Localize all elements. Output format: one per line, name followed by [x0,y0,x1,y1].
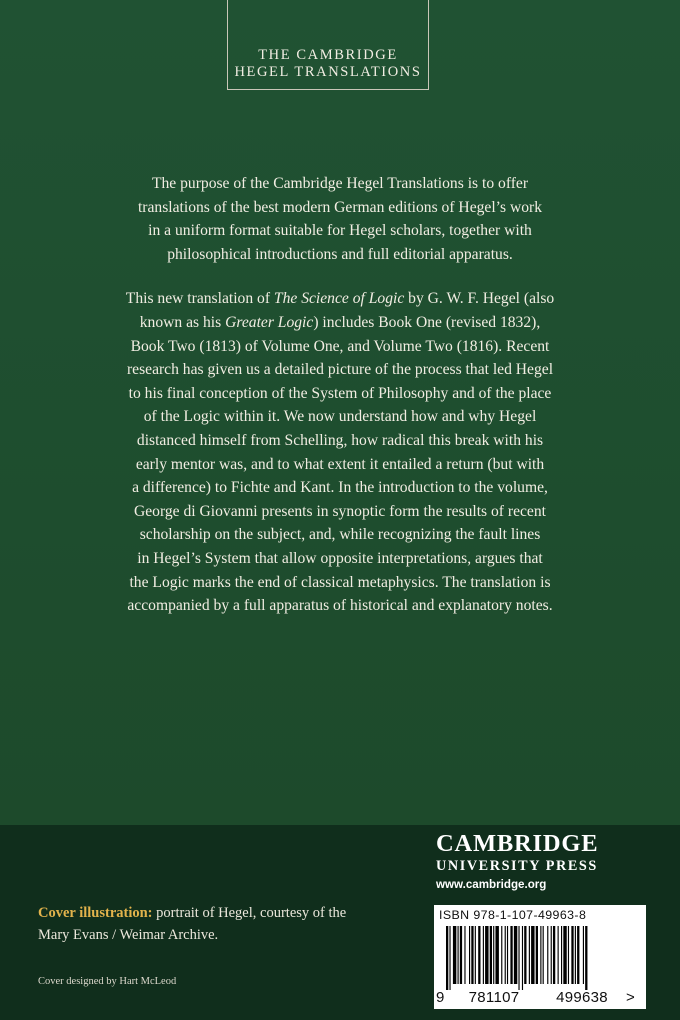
blurb-line [96,311,584,335]
barcode-bar [464,926,465,984]
alt-title-italic: Greater Logic [225,313,314,331]
publisher-press: UNIVERSITY PRESS [436,858,598,874]
publisher-logo [436,830,611,893]
blurb-line: research has given us a detailed picture of the process that led Hegel [126,361,554,379]
blurb-paragraph-1 [96,172,584,266]
barcode-bar [505,926,506,984]
credit-text: portrait of Hegel, courtesy of the [152,905,347,921]
barcode-bar [490,926,492,984]
blurb-text [96,172,584,618]
publisher-url: www.cambridge.org [436,878,547,891]
barcode-bar [469,926,470,984]
isbn-text: ISBN 978-1-107-49963-8 [439,908,587,922]
blurb-text-run: ) includes Book One (revised 1832), [313,313,541,331]
barcode-bar [478,926,480,984]
bottom-band [0,825,680,1020]
barcode-bar [536,926,538,984]
cover-illustration-credit [38,903,346,946]
barcode-bar [493,926,494,984]
barcode-bar [575,926,576,984]
barcode-bar [485,926,488,984]
barcode-digits-right: 499638 [556,989,608,1006]
barcode-digit-lead: 9 [436,989,445,1006]
blurb-line: Book Two (1813) of Volume One, and Volume Two (1816). Recent [130,337,550,355]
barcode-bar [585,926,587,990]
blurb-line: George di Giovanni presents in synoptic form the results of recent [134,502,546,520]
publisher-name: CAMBRIDGE [436,830,599,857]
blurb-text-run: known as his [139,313,226,331]
barcode-bar [483,926,484,984]
barcode-bar [558,926,559,984]
barcode-bar [568,926,569,984]
barcode-bar [471,926,473,984]
blurb-line: in a uniform format suitable for Hegel scholars, together with [148,222,532,240]
barcode-bar [518,926,519,990]
blurb-text-run: by G. W. F. Hegel (also [404,290,555,308]
blurb-line: of the Logic within it. We now understand how and why Hegel [143,408,537,426]
blurb-line: the Logic marks the end of classical metaphysics. The translation is [129,573,551,591]
blurb-line: early mentor was, and to what extent it entailed a return (but with [135,455,545,473]
barcode-bar [446,926,448,990]
barcode-bar [561,926,562,984]
barcode-bar [563,926,566,984]
barcode-bar [453,926,456,984]
barcode-bar [501,926,502,984]
barcode-bar [510,926,512,984]
credit-line [38,903,346,925]
isbn-barcode [434,905,646,1009]
barcode-bar [529,926,530,984]
barcode-bar [551,926,552,984]
credit-line: Mary Evans / Weimar Archive. [38,926,219,943]
barcode-bar [583,926,584,984]
barcode-bar [571,926,573,984]
barcode-digits [436,989,644,1006]
barcode-bar [475,926,476,984]
blurb-line [96,287,584,311]
barcode-bar [524,926,526,984]
barcode-bar [543,926,544,984]
barcode-bar [547,926,548,984]
barcode-digit-end: > [626,989,636,1006]
blurb-line: accompanied by a full apparatus of historical and explanatory notes. [127,597,553,615]
barcode-bar [458,926,459,984]
blurb-line: philosophical introductions and full editorial apparatus. [167,245,513,263]
series-title-box [227,0,429,90]
series-title-line-2: HEGEL TRANSLATIONS [234,64,422,80]
blurb-text-run: This new translation of [125,290,274,308]
blurb-line: distanced himself from Schelling, how radical this break with his [136,431,544,449]
barcode-bar [577,926,579,984]
blurb-line: translations of the best modern German editions of Hegel’s work [137,198,543,216]
barcode-bar [507,926,508,984]
blurb-line: a difference) to Fichte and Kant. In the introduction to the volume, [132,479,548,497]
barcode-digits-left: 781107 [468,989,520,1006]
barcode-bar [531,926,534,984]
barcode-bar [522,926,523,990]
blurb-line: The purpose of the Cambridge Hegel Translations is to offer [151,175,529,192]
blurb-line: to his final conception of the System of Philosophy and of the place [128,384,552,402]
blurb-line: scholarship on the subject, and, while recognizing the fault lines [139,526,541,544]
barcode-bar [495,926,498,984]
blurb-line: in Hegel’s System that allow opposite interpretations, argues that [137,549,543,567]
barcode-bar [514,926,517,984]
series-title-line-1: THE CAMBRIDGE [258,47,398,63]
barcode-bar [540,926,541,984]
cover-designer-credit: Cover designed by Hart McLeod [38,976,177,987]
barcode-bar [553,926,555,984]
book-title-italic: The Science of Logic [273,290,405,308]
barcode-bars [444,926,636,990]
barcode-bar [460,926,462,984]
barcode-bar [449,926,450,990]
credit-label: Cover illustration: [38,905,153,921]
blurb-paragraph-2 [96,287,584,617]
